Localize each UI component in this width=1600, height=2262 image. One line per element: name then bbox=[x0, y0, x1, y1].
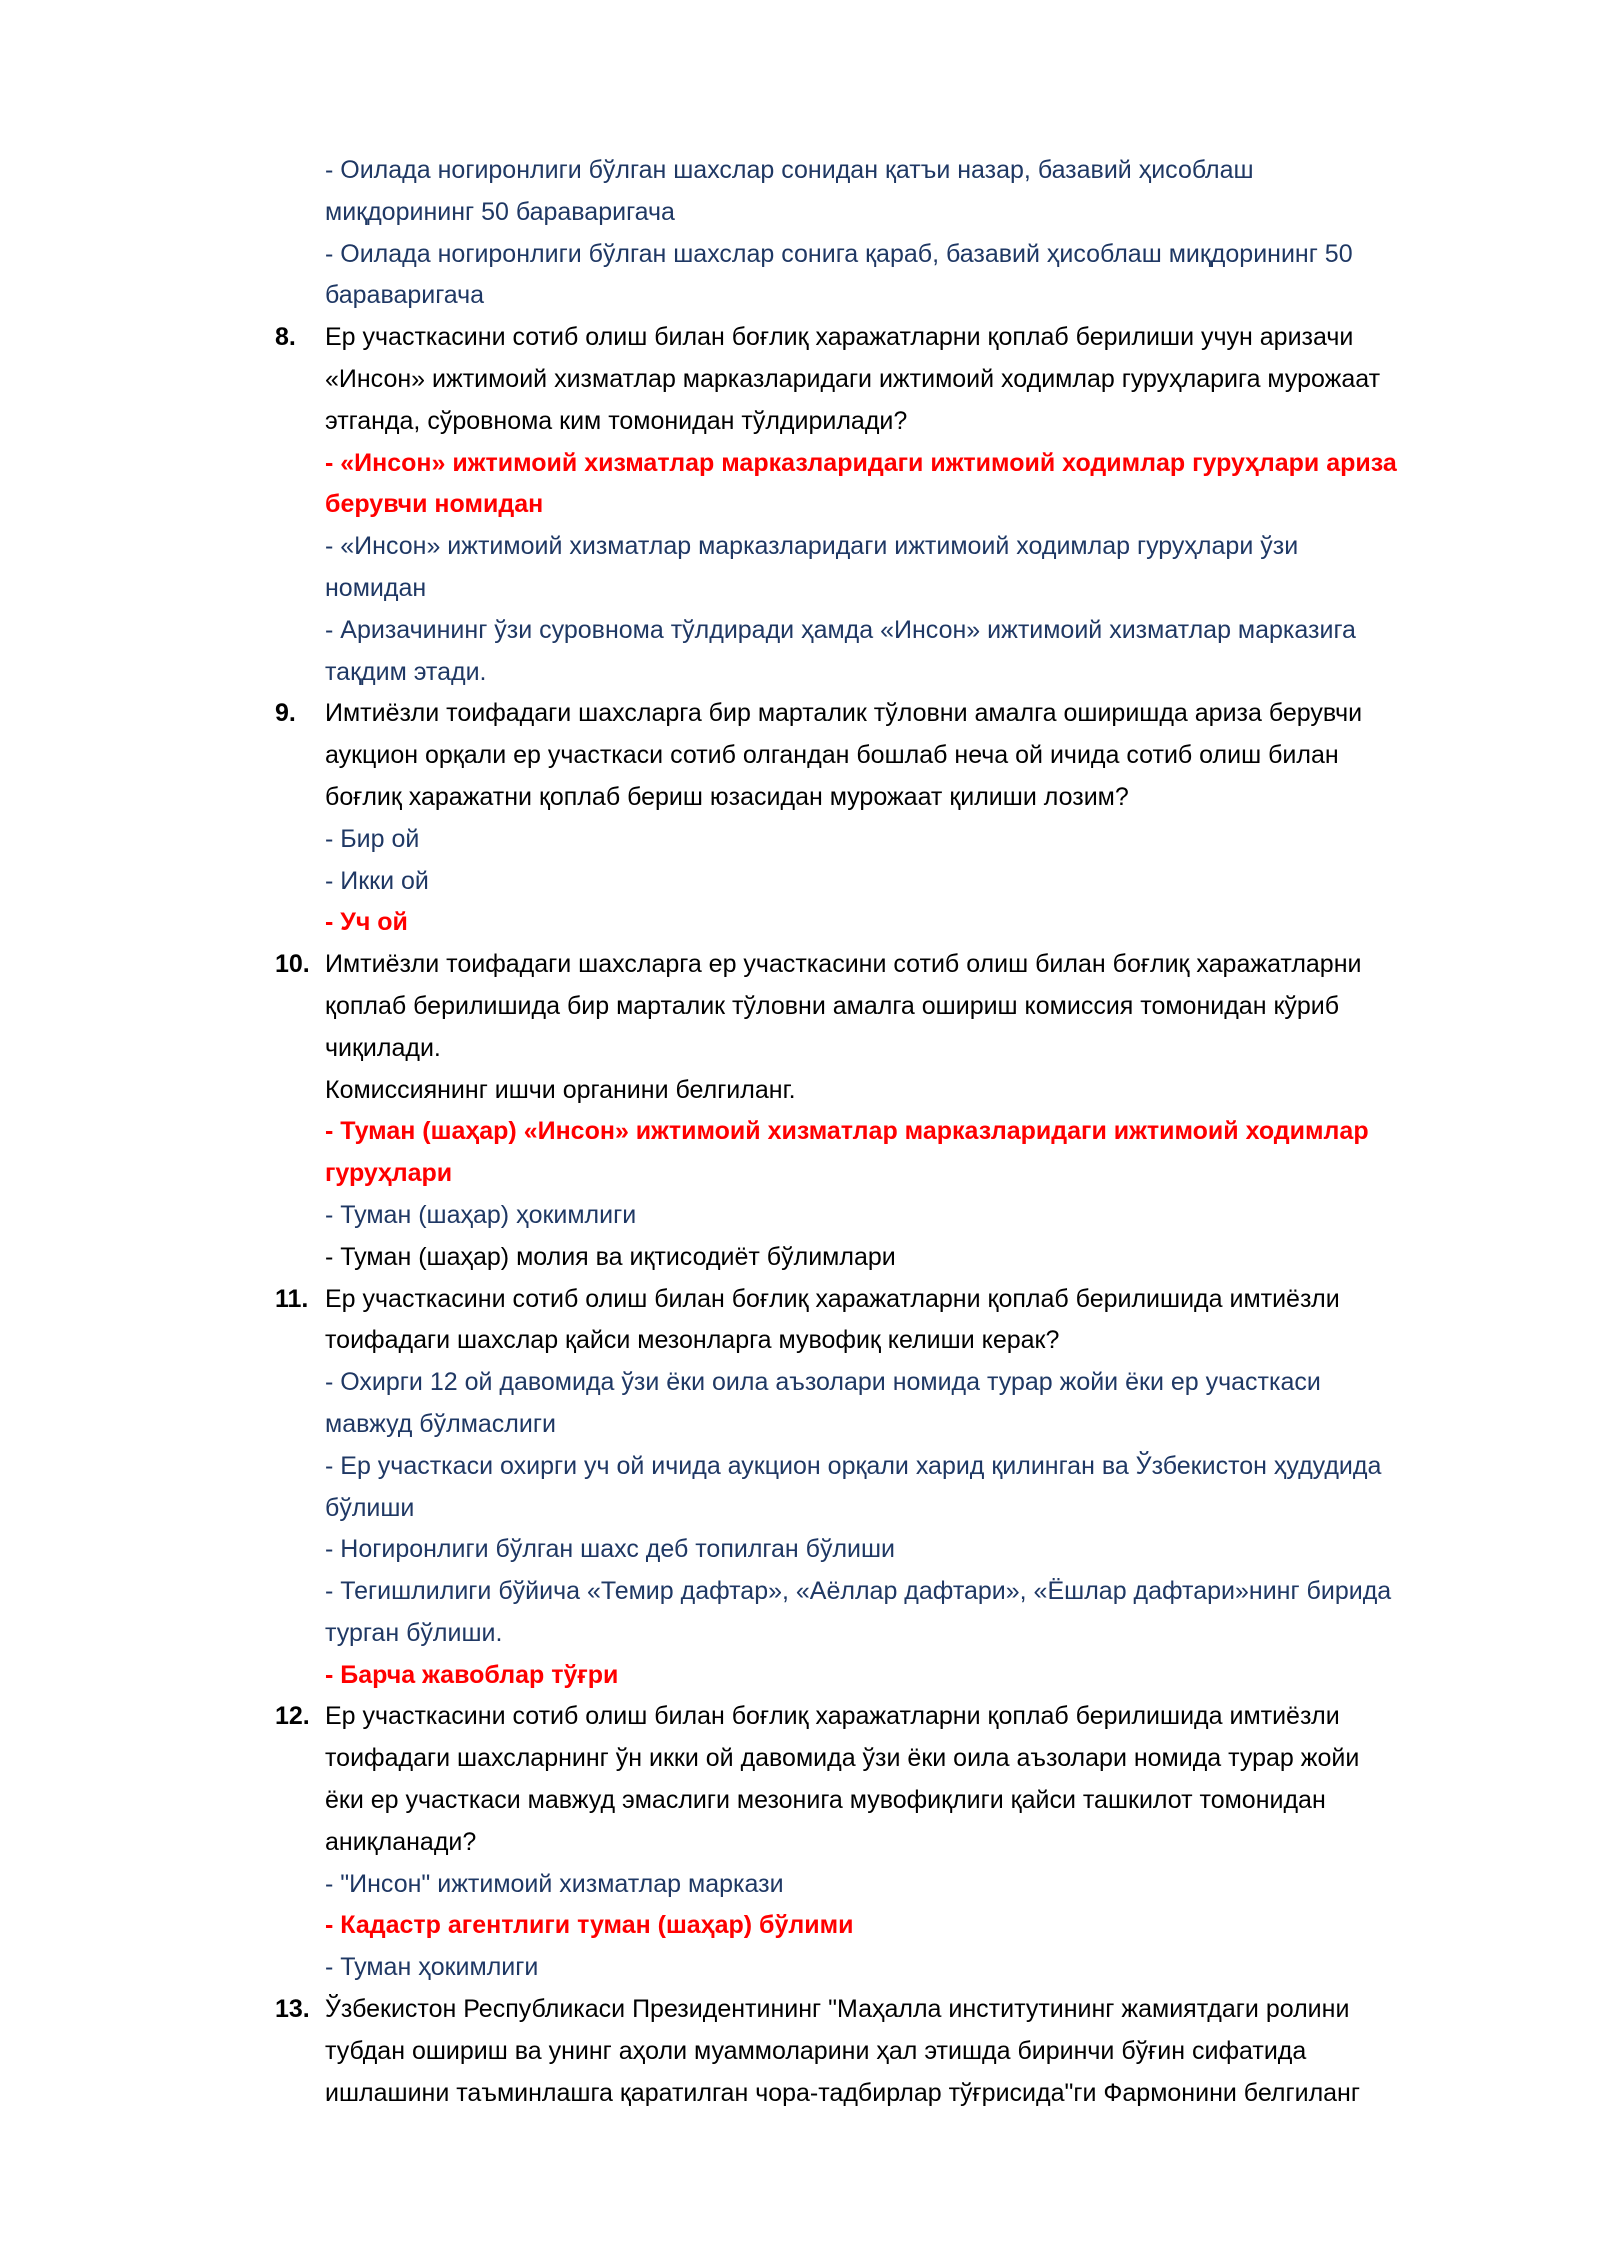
text-line: - Охирги 12 ой давомида ўзи ёки оила аъзолари номида турар жойи ёки ер участкаси bbox=[325, 1368, 1321, 1397]
text-line: аукцион орқали ер участкаси сотиб олгандан бошлаб неча ой ичида сотиб олиш билан bbox=[325, 741, 1339, 770]
correct-answer-option bbox=[325, 1905, 1500, 1947]
answer-option bbox=[325, 819, 1500, 861]
text-line: мавжуд бўлмаслиги bbox=[325, 1409, 556, 1438]
answer-option bbox=[325, 1864, 1500, 1906]
text-line: номидан bbox=[325, 573, 427, 602]
correct-answer-option bbox=[325, 1111, 1500, 1195]
question bbox=[275, 1989, 1500, 2114]
answer-option bbox=[325, 1195, 1500, 1237]
text-line: берувчи номидан bbox=[325, 490, 544, 519]
answer-option bbox=[325, 1947, 1500, 1989]
text-line: Комиссиянинг ишчи органини белгиланг. bbox=[325, 1075, 796, 1104]
text-line: - «Инсон» ижтимоий хизматлар марказларидаги ижтимоий ходимлар гуруҳлари ўзи bbox=[325, 532, 1299, 561]
text-line: - Аризачининг ўзи суровнома тўлдиради ҳамда «Инсон» ижтимоий хизматлар марказига bbox=[325, 615, 1356, 644]
text-line: ёки ер участкаси мавжуд эмаслиги мезонига мувофиқлиги қайси ташкилот томонидан bbox=[325, 1786, 1326, 1815]
answer-option bbox=[325, 1529, 1500, 1571]
answer-option bbox=[325, 234, 1500, 318]
text-line: Ер участкасини сотиб олиш билан боғлиқ харажатларни қоплаб берилишида имтиёзли bbox=[325, 1702, 1340, 1731]
text-line: аниқланади? bbox=[325, 1827, 477, 1856]
text-line: - Бир ой bbox=[325, 824, 420, 853]
question bbox=[275, 693, 1500, 818]
answer-option bbox=[325, 526, 1500, 610]
text-line: тоифадаги шахсларнинг ўн икки ой давомида ўзи ёки оила аъзолари номида турар жойи bbox=[325, 1744, 1360, 1773]
text-line: - Уч ой bbox=[325, 908, 408, 937]
question bbox=[275, 317, 1500, 442]
text-line: - Туман (шаҳар) «Инсон» ижтимоий хизматлар марказларидаги ижтимоий ходимлар bbox=[325, 1117, 1369, 1146]
correct-answer-option bbox=[325, 1655, 1500, 1697]
text-line: гуруҳлари bbox=[325, 1159, 453, 1188]
text-line: - Икки ой bbox=[325, 866, 429, 895]
question bbox=[275, 1279, 1500, 1363]
text-line: - Оилада ногиронлиги бўлган шахслар сонига қараб, базавий ҳисоблаш миқдорининг 50 bbox=[325, 239, 1353, 268]
text-line: Ер участкасини сотиб олиш билан боғлиқ харажатларни қоплаб берилиши учун аризачи bbox=[325, 323, 1354, 352]
answer-option bbox=[325, 1446, 1500, 1530]
text-line: - Барча жавоблар тўғри bbox=[325, 1660, 619, 1689]
text-line: - Туман ҳокимлиги bbox=[325, 1953, 539, 1982]
text-line: - Ер участкаси охирги уч ой ичида аукцион орқали харид қилинган ва Ўзбекистон ҳудудида bbox=[325, 1451, 1382, 1480]
text-line: «Инсон» ижтимоий хизматлар марказларидаги ижтимоий ходимлар гуруҳларига мурожаат bbox=[325, 364, 1381, 393]
answer-option bbox=[325, 610, 1500, 694]
text-line: бараваригача bbox=[325, 281, 485, 310]
text-line: турган бўлиши. bbox=[325, 1618, 503, 1647]
question-number: 11. bbox=[275, 1284, 309, 1313]
question-number: 10. bbox=[275, 950, 310, 979]
text-line: тубдан ошириш ва унинг аҳоли муаммоларини ҳал этишда биринчи бўғин сифатида bbox=[325, 2036, 1307, 2065]
quiz-content bbox=[275, 150, 1500, 2114]
text-line: этганда, сўровнома ким томонидан тўлдирилади? bbox=[325, 406, 908, 435]
answer-option bbox=[325, 861, 1500, 903]
question bbox=[275, 1696, 1500, 1863]
answer-option bbox=[325, 1237, 1500, 1279]
text-line: - Оилада ногиронлиги бўлган шахслар сонидан қатъи назар, базавий ҳисоблаш bbox=[325, 156, 1254, 184]
text-line: тоифадаги шахслар қайси мезонларга мувофиқ келиши керак? bbox=[325, 1326, 1060, 1355]
text-line: - "Инсон" ижтимоий хизматлар маркази bbox=[325, 1869, 784, 1898]
text-line: қоплаб берилишида бир марталик тўловни амалга ошириш комиссия томонидан кўриб bbox=[325, 991, 1340, 1020]
answer-option bbox=[325, 1571, 1500, 1655]
question-number: 9. bbox=[275, 699, 296, 728]
question bbox=[275, 944, 1500, 1111]
question-number: 13. bbox=[275, 1995, 310, 2024]
correct-answer-option bbox=[325, 902, 1500, 944]
text-line: - «Инсон» ижтимоий хизматлар марказларидаги ижтимоий ходимлар гуруҳлари ариза bbox=[325, 448, 1397, 477]
text-line: миқдорининг 50 бараваригача bbox=[325, 197, 675, 226]
text-line: - Тегишлилиги бўйича «Темир дафтар», «Аёллар дафтари», «Ёшлар дафтари»нинг бирида bbox=[325, 1577, 1392, 1606]
question-number: 12. bbox=[275, 1702, 310, 1731]
text-line: чиқилади. bbox=[325, 1033, 441, 1062]
text-line: ишлашини таъминлашга қаратилган чора-тадбирлар тўғрисида"ги Фармонини белгиланг bbox=[325, 2078, 1360, 2107]
text-line: Ўзбекистон Республикаси Президентининг "Маҳалла институтининг жамиятдаги ролини bbox=[325, 1995, 1350, 2024]
answer-option bbox=[325, 1362, 1500, 1446]
question-number: 8. bbox=[275, 323, 296, 352]
text-line: Ер участкасини сотиб олиш билан боғлиқ харажатларни қоплаб берилишида имтиёзли bbox=[325, 1284, 1340, 1313]
text-line: - Туман (шаҳар) молия ва иқтисодиёт бўлимлари bbox=[325, 1242, 896, 1271]
text-line: бўлиши bbox=[325, 1493, 415, 1522]
text-line: боғлиқ харажатни қоплаб бериш юзасидан мурожаат қилиши лозим? bbox=[325, 782, 1129, 811]
text-line: - Ногиронлиги бўлган шахс деб топилган бўлиши bbox=[325, 1535, 896, 1564]
text-line: Имтиёзли тоифадаги шахсларга ер участкасини сотиб олиш билан боғлиқ харажатларни bbox=[325, 950, 1362, 979]
correct-answer-option bbox=[325, 443, 1500, 527]
answer-option bbox=[325, 150, 1500, 234]
text-line: - Кадастр агентлиги туман (шаҳар) бўлими bbox=[325, 1911, 854, 1940]
text-line: тақдим этади. bbox=[325, 657, 487, 686]
text-line: Имтиёзли тоифадаги шахсларга бир марталик тўловни амалга оширишда ариза берувчи bbox=[325, 699, 1363, 728]
text-line: - Туман (шаҳар) ҳокимлиги bbox=[325, 1200, 637, 1229]
